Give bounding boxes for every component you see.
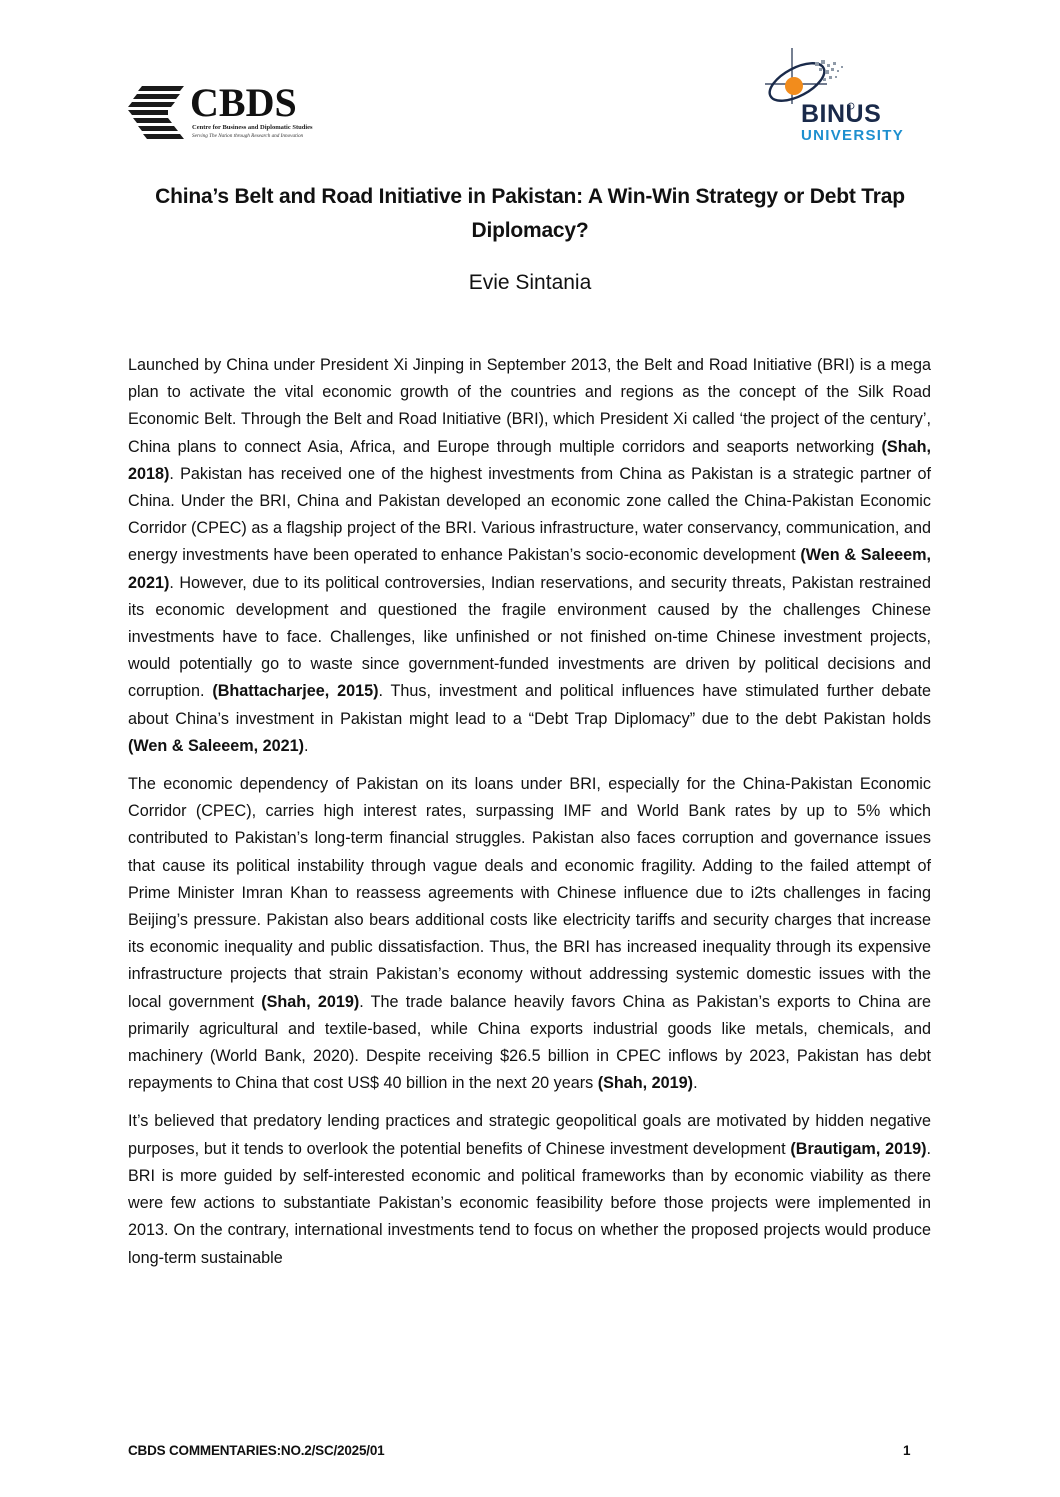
binus-logo-subtitle: UNIVERSITY xyxy=(801,127,905,144)
citation: (Shah, 2018) xyxy=(128,437,931,483)
citation: (Wen & Saleeem, 2021) xyxy=(128,546,931,592)
document-author: Evie Sintania xyxy=(468,271,592,294)
paragraph-text: It’s believed that predatory lending practices and strategic geopolitical goals are motivated by hidden negative purposes, but it tends to overlook the potential benefits of Chinese investment development xyxy=(128,1112,931,1158)
paragraph-text: . The trade balance heavily favors China as Pakistan’s exports to China are primarily agricultural and textile-based, while China exports industrial goods like metals, chemicals, and machinery (World Bank, 2020). Despite receiving $26.5 billion in CPEC inflows by 2023, Pakistan has debt repayments to China that cost US$ 40 billion in the next 20 years xyxy=(128,992,931,1093)
citation: (Bhattacharjee, 2015) xyxy=(212,682,379,701)
body-paragraph-2 xyxy=(128,771,931,1097)
page-number: 1 xyxy=(903,1443,911,1458)
paragraph-text: The economic dependency of Pakistan on its loans under BRI, especially for the China-Pakistan Economic Corridor (CPEC), carries high interest rates, surpassing IMF and World Bank rates by up to 5% which contributed to Pakistan’s long-term financial struggles. Pakistan also faces corruption and governance issues that cause its political instability through vague deals and economic fragility. Adding to the failed attempt of Prime Minister Imran Khan to reassess agreements with Chinese influence due to i2ts challenges in facing Beijing’s pressure. Pakistan also bears additional costs like electricity tariffs and security charges that increase its economic inequality and public dissatisfaction. Thus, the BRI has increased inequality through its expensive infrastructure projects that strain Pakistan’s economy without addressing systemic domestic issues with the local government xyxy=(128,775,931,1011)
document-body xyxy=(128,352,931,1283)
footer-series: CBDS COMMENTARIES:NO.2/SC/2025/01 xyxy=(128,1443,385,1458)
document-title: China’s Belt and Road Initiative in Pakistan: A Win-Win Strategy or Debt Trap Diplomacy? xyxy=(155,185,905,242)
paragraph-text: . BRI is more guided by self-interested economic and political frameworks than by economic viability as there were few actions to substantiate Pakistan’s economic feasibility before those projects were implemented in 2013. On the contrary, international investments tend to focus on whether the proposed projects would produce long-term sustainable xyxy=(128,1139,931,1267)
citation: (Shah, 2019) xyxy=(261,992,360,1011)
cbds-logo-tagline: Serving The Nation through Research and Innovation xyxy=(192,133,304,139)
citation: (Brautigam, 2019) xyxy=(790,1139,927,1158)
citation: (Wen & Saleeem, 2021) xyxy=(128,736,305,755)
paragraph-text: Launched by China under President Xi Jinping in September 2013, the Belt and Road Initiative (BRI) is a mega plan to activate the vital economic growth of the countries and regions as the concept of the Silk Road Economic Belt. Through the Belt and Road Initiative (BRI), which President Xi called ‘the project of the century’, China plans to connect Asia, Africa, and Europe through multiple corridors and seaports networking xyxy=(128,356,931,456)
citation: (Shah, 2019) xyxy=(597,1074,694,1093)
binus-logo-name: BINUS xyxy=(801,100,882,128)
cbds-logo-subtitle: Centre for Business and Diplomatic Studies xyxy=(192,124,313,131)
paragraph-text: . xyxy=(693,1074,698,1093)
cbds-logo xyxy=(128,80,338,150)
paragraph-text: . However, due to its political controversies, Indian reservations, and security threats, Pakistan restrained its economic development and questioned the fragile environment caused by the challenges Chinese investments have to face. Challenges, like unfinished or not finished on-time Chinese investment projects, would potentially go to waste since government-funded investments are driven by political decisions and corruption. xyxy=(128,573,931,701)
cbds-logo-name: CBDS xyxy=(190,80,297,125)
binus-logo xyxy=(757,44,917,148)
body-paragraph-3 xyxy=(128,1108,931,1271)
paragraph-text: . xyxy=(304,736,309,755)
body-paragraph-1 xyxy=(128,352,931,760)
cbds-stripes-icon xyxy=(128,84,186,144)
paragraph-text: . Pakistan has received one of the highest investments from China as Pakistan is a strategic partner of China. Under the BRI, China and Pakistan developed an economic zone called the China-Pakistan Economic Corridor (CPEC) as a flagship project of the BRI. Various infrastructure, water conservancy, communication, and energy investments have been operated to enhance Pakistan’s socio-economic development xyxy=(128,464,931,565)
paragraph-text: . Thus, investment and political influences have stimulated further debate about China’s investment in Pakistan might lead to a “Debt Trap Diplomacy” due to the debt Pakistan holds xyxy=(128,682,931,728)
